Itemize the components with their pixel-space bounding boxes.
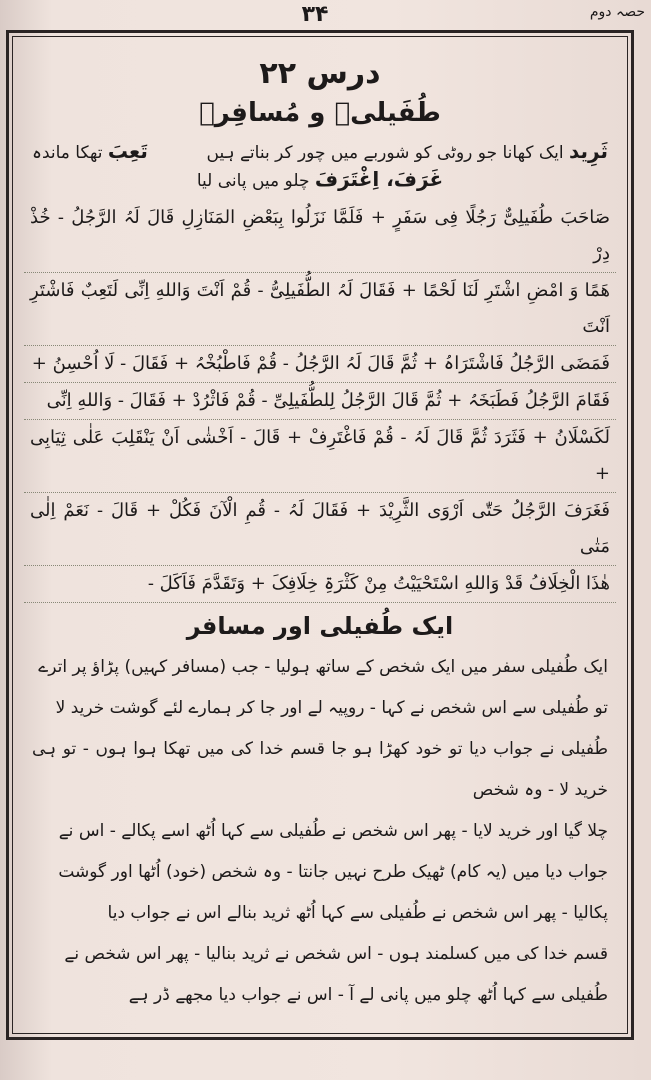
arabic-line: صَاحَبَ طُفَیلِیٌّ رَجُلًا فِی سَفَرٍ + فَلَمَّا نَزَلُوا بِبَعْضِ المَنَازِلِ قَالَ لَہُ الرَّجُلُ - خُذْ دِرْ <box>24 200 616 273</box>
urdu-line: پکالیا - پھر اس شخص نے طُفیلی سے کہا اُٹھ ثرید بنالے اس نے جواب دیا <box>107 903 608 923</box>
vocab-row-2 <box>24 166 616 194</box>
urdu-translation <box>24 647 616 1016</box>
arabic-line: ھَمًا وَ امْضِ اشْتَرِ لَنَا لَحْمًا + فَقَالَ لَہُ الطُّفَیلِیُّ - قُمْ اَنْتَ وَاللهِ اِنِّی لَتَعِبٌ فَاشْتَرِ اَنْتَ <box>24 273 616 346</box>
urdu-line: ایک طُفیلی سفر میں ایک شخص کے ساتھ ہولیا - جب (مسافر کہیں) پڑاؤ پر اترے <box>38 657 608 677</box>
translation-title: ایک طُفیلی اور مسافر <box>186 612 454 640</box>
vocab-word: ثَرِید <box>568 139 608 163</box>
urdu-line: قسم خدا کی میں کسلمند ہوں - اس شخص نے ثرید بنالیا - پھر اس شخص نے <box>64 944 608 964</box>
vocab-row-1 <box>24 138 616 166</box>
vocab-meaning: ایک کھانا جو روٹی کو شوربے میں چور کر بناتے ہیں <box>206 143 564 163</box>
lesson-title: طُفَیلیؒ و مُسافِرؒ <box>199 98 441 128</box>
urdu-line: تو طُفیلی سے اس شخص نے کہا - روپیہ لے اور جا کر ہمارے لئے گوشت خرید لا <box>55 698 608 718</box>
page-header <box>0 0 651 30</box>
lesson-number: درس ۲۲ <box>259 56 381 91</box>
urdu-line: طُفیلی نے جواب دیا تو خود کھڑا ہو جا قسم خدا کی میں تھکا ہوا ہوں - تو ہی خرید لا - وہ شخص <box>32 739 608 800</box>
urdu-line: جواب دیا میں (یہ کام) ٹھیک طرح نہیں جانتا - وہ شخص (خود) اُٹھا اور گوشت <box>58 862 608 882</box>
part-label: حصہ دوم <box>589 4 645 20</box>
page-number: ۳۴ <box>301 2 329 27</box>
arabic-passage <box>24 200 616 603</box>
arabic-line: فَغَرَفَ الرَّجُلُ حَتّٰی اَرْوَی الثَّرِیْدَ + فَقَالَ لَہُ - قُمِ الْآنَ فَکُلْ + قَالَ - نَعَمْ اِلٰی مَتٰی <box>24 493 616 566</box>
vocab-word: غَرَفَ، اِغْتَرَفَ <box>314 167 444 191</box>
arabic-line: لَکَسْلَانُ + فَثَرَدَ ثُمَّ قَالَ لَہُ - قُمْ فَاغْتَرِفْ + قَالَ - اَخْشٰی اَنْ یَنْقَلِبَ عَلٰی ثِیَابِی + <box>24 420 616 493</box>
arabic-line: ھٰذَا الْخِلَافُ قَدْ وَاللهِ اسْتَحْیَیْتُ مِنْ کَثْرَۃِ خِلَافِکَ + وَتَقَدَّمَ فَاَکَلَ - <box>24 566 616 603</box>
vocab-word: تَعِبَ <box>107 139 148 163</box>
vocab-meaning: تھکا ماندہ <box>32 143 103 163</box>
urdu-line: چلا گیا اور خرید لایا - پھر اس شخص نے طُفیلی سے کہا اُٹھ اسے پکالے - اس نے <box>58 821 608 841</box>
urdu-line: طُفیلی سے کہا اُٹھ چلو میں پانی لے آ - اس نے جواب دیا مجھے ڈر ہے <box>128 985 608 1005</box>
arabic-line: فَقَامَ الرَّجُلُ فَطَبَخَہُ + ثُمَّ قَالَ الرَّجُلُ لِلطُّفَیلِیِّ - قُمْ فَاثْرُدْ + فَقَالَ - وَاللهِ اِنِّی <box>24 383 616 420</box>
page-content <box>24 42 616 1027</box>
arabic-line: فَمَضَی الرَّجُلُ فَاشْتَرَاہُ + ثُمَّ قَالَ لَہُ الرَّجُلُ - قُمْ فَاطْبُخْہُ + فَقَالَ - لَا اُحْسِنُ + <box>24 346 616 383</box>
vocab-entry-taib <box>32 138 148 166</box>
vocab-entry-tharid <box>207 138 608 166</box>
vocab-meaning: چلو میں پانی لیا <box>196 171 310 191</box>
